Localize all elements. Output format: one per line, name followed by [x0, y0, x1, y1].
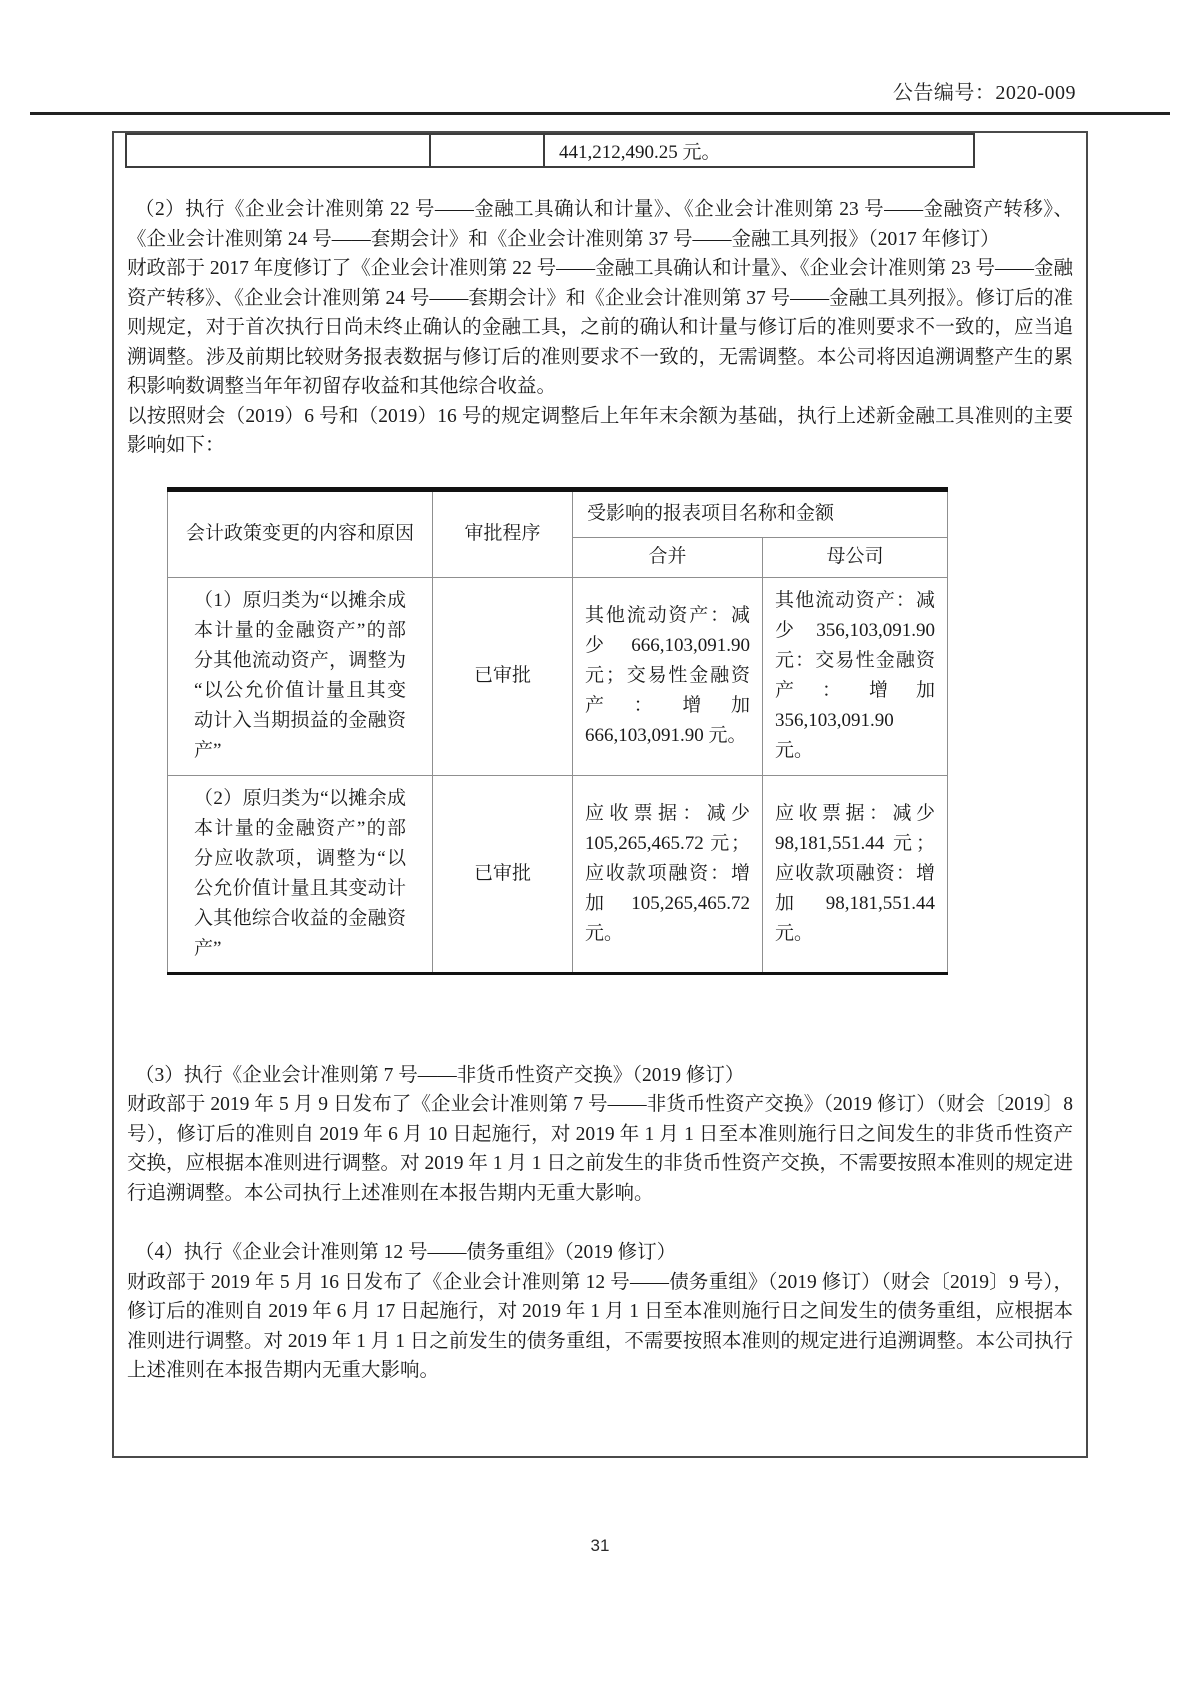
carryover-table-row	[125, 133, 975, 168]
header-approval: 审批程序	[433, 489, 573, 577]
cell-parent: 应收票据：减少 98,181,551.44 元；应收款项融资：增加 98,181,551.44 元。	[763, 775, 948, 973]
header-rule	[30, 112, 1170, 115]
cell-approval: 已审批	[433, 775, 573, 973]
table-row	[168, 775, 948, 973]
header-affected-group: 受影响的报表项目名称和金额	[573, 489, 948, 537]
carryover-cell-1	[125, 133, 431, 168]
cell-consolidated: 其他流动资产：减少 666,103,091.90 元；交易性金融资产：增加 666,103,091.90 元。	[573, 577, 763, 775]
section3-body: 财政部于 2019 年 5 月 9 日发布了《企业会计准则第 7 号——非货币性资产交换》（2019 修订）（财会〔2019〕8 号），修订后的准则自 2019 年 6 月 10 日起施行，对 2019 年 1 月 1 日至本准则施行日之间发生的非货币性资产交换，应根据本准则进行调整。对 2019 年 1 月 1 日之前发生的非货币性资产交换，不需要按照本准则的规定进行追溯调整。本公司执行上述准则在本报告期内无重大影响。	[127, 1094, 1073, 1204]
header-policy: 会计政策变更的内容和原因	[168, 489, 433, 577]
section2-body1: 财政部于 2017 年度修订了《企业会计准则第 22 号——金融工具确认和计量》、《企业会计准则第 23 号——金融资产转移》、《企业会计准则第 24 号——套期会计》和《企业会计准则第 37 号——金融工具列报》。修订后的准则规定，对于首次执行日尚未终止确认的金融工具，之前的确认和计量与修订后的准则要求不一致的，应当追溯调整。涉及前期比较财务报表数据与修订后的准则要求不一致的，无需调整。本公司将因追溯调整产生的累积影响数调整当年年初留存收益和其他综合收益。	[127, 258, 1073, 397]
doc-number: 公告编号：2020-009	[892, 82, 1076, 104]
section4-heading: （4）执行《企业会计准则第 12 号——债务重组》（2019 修订）	[135, 1242, 677, 1263]
cell-parent: 其他流动资产：减少 356,103,091.90 元：交易性金融资产：增加 356,103,091.90 元。	[763, 577, 948, 775]
section2-body2: 以按照财会（2019）6 号和（2019）16 号的规定调整后上年年末余额为基础，执行上述新金融工具准则的主要影响如下：	[127, 405, 1073, 456]
cell-policy: （2）原归类为“以摊余成本计量的金融资产”的部分应收款项，调整为“以公允价值计量且其变动计入其他综合收益的金融资产”	[168, 775, 433, 973]
header-consolidated: 合并	[573, 537, 763, 577]
impact-table	[167, 487, 948, 975]
section4-body: 财政部于 2019 年 5 月 16 日发布了《企业会计准则第 12 号——债务重组》（2019 修订）（财会〔2019〕9 号），修订后的准则自 2019 年 6 月 17 日起施行，对 2019 年 1 月 1 日至本准则施行日之间发生的债务重组，应根据本准则进行调整。对 2019 年 1 月 1 日之前发生的债务重组，不需要按照本准则的规定进行追溯调整。本公司执行上述准则在本报告期内无重大影响。	[127, 1271, 1073, 1381]
cell-policy: （1）原归类为“以摊余成本计量的金融资产”的部分其他流动资产，调整为“以公允价值计量且其变动计入当期损益的金融资产”	[168, 577, 433, 775]
section3-heading: （3）执行《企业会计准则第 7 号——非货币性资产交换》（2019 修订）	[135, 1064, 745, 1086]
content-frame	[112, 131, 1088, 1458]
carryover-amount-cell: 441,212,490.25 元。	[545, 133, 975, 168]
cell-approval: 已审批	[433, 577, 573, 775]
carryover-cell-2	[431, 133, 545, 168]
table-row	[168, 577, 948, 775]
content-flow	[127, 133, 1073, 1386]
cell-consolidated: 应收票据：减少 105,265,465.72 元；应收款项融资：增加 105,265,465.72 元。	[573, 775, 763, 973]
page-number: 31	[590, 1536, 610, 1555]
header-parent: 母公司	[763, 537, 948, 577]
section2-heading: （2）执行《企业会计准则第 22 号——金融工具确认和计量》、《企业会计准则第 23 号——金融资产转移》、《企业会计准则第 24 号——套期会计》和《企业会计准则第 37 号——金融工具列报》（2017 年修订）	[127, 199, 1073, 250]
impact-table-header-row-1	[168, 489, 948, 537]
